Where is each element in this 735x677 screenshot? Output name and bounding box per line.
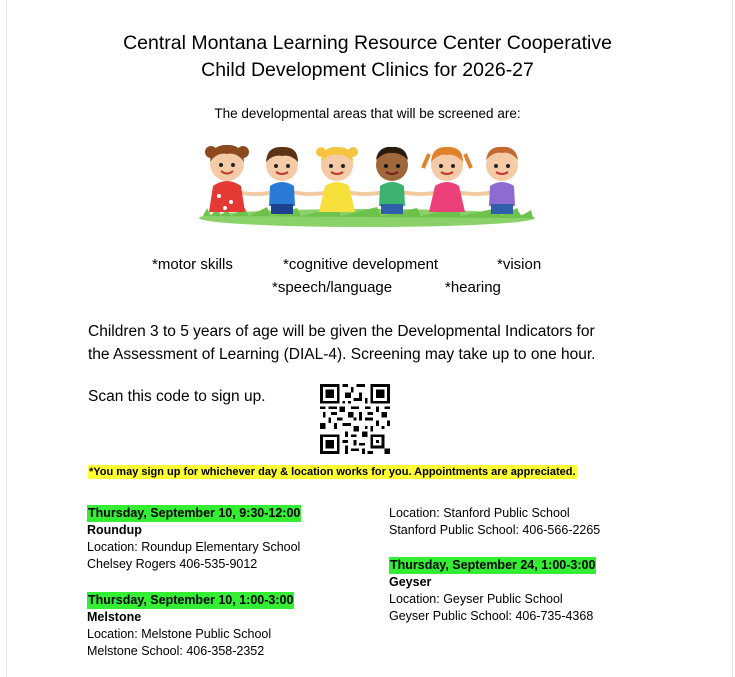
clinic-melstone [87,592,294,660]
clinic-contact: Stanford Public School: 406-566-2265 [389,523,601,537]
qr-code-icon[interactable] [320,384,390,454]
intro-line-1: Children 3 to 5 years of age will be given the Developmental Indicators for [88,323,595,340]
area-motor-skills: *motor skills [152,256,233,273]
intro-paragraph [88,320,688,366]
clinic-contact: Geyser Public School: 406-735-4368 [389,609,594,623]
clinic-geyser [389,557,596,625]
signup-notice: *You may sign up for whichever day & location works for you. Appointments are appreciated. [89,466,576,478]
title-line-1: Central Montana Learning Resource Center Cooperative [123,32,612,54]
clinic-location: Location: Stanford Public School [389,506,570,520]
clinic-stanford [389,505,600,539]
page-edge-right [732,0,733,677]
children-holding-hands-illustration [197,138,537,230]
intro-line-2: the Assessment of Learning (DIAL-4). Screening may take up to one hour. [88,346,596,363]
area-hearing: *hearing [445,279,501,296]
clinic-location: Location: Melstone Public School [87,627,272,641]
clinic-location: Location: Geyser Public School [389,592,563,606]
clinic-town: Geyser [389,575,432,589]
clinic-date: Thursday, September 24, 1:00-3:00 [390,558,596,572]
clinic-location: Location: Roundup Elementary School [87,540,301,554]
title-line-2: Child Development Clinics for 2026-27 [201,59,534,81]
areas-intro: The developmental areas that will be screened are: [214,106,521,121]
clinic-contact: Melstone School: 406-358-2352 [87,644,265,658]
area-cognitive-development: *cognitive development [283,256,439,273]
clinic-contact: Chelsey Rogers 406-535-9012 [87,557,258,571]
area-vision: *vision [497,256,542,273]
area-speech-language: *speech/language [272,279,393,296]
clinic-town: Roundup [87,523,142,537]
clinic-date: Thursday, September 10, 1:00-3:00 [88,593,294,607]
clinic-town: Melstone [87,610,142,624]
page-title [0,30,735,84]
scan-instruction: Scan this code to sign up. [88,388,266,405]
clinic-roundup [87,505,301,573]
page-edge-left [6,0,7,677]
clinic-date: Thursday, September 10, 9:30-12:00 [88,506,301,520]
